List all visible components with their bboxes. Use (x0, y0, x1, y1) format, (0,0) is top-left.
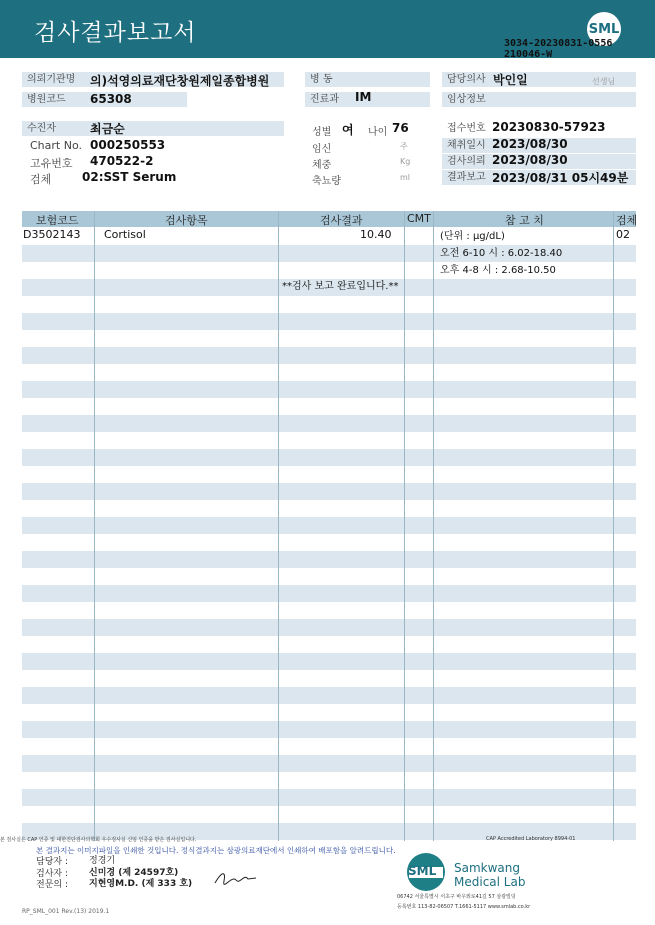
clinical-label: 임상정보 (447, 94, 486, 105)
receipt-label: 접수번호 (447, 123, 486, 134)
column-divider (433, 211, 434, 841)
pregnancy-label: 임신 (312, 144, 332, 155)
table-row-stripe (22, 551, 636, 568)
sex-label: 성별 (312, 127, 332, 138)
request-value: 2023/08/30 (492, 153, 568, 167)
table-row-stripe (22, 653, 636, 670)
lab-name-line1: Samkwang (454, 861, 520, 875)
weight-unit: Kg (400, 157, 411, 166)
signature-icon (212, 869, 258, 887)
ward-row (305, 72, 430, 87)
specimen-label: 검체 (30, 173, 52, 186)
table-row-stripe (22, 483, 636, 500)
tester-label: 검사자 : (36, 869, 68, 879)
table-row-stripe (22, 347, 636, 364)
form-code: RP_SML_001 Rev.(13) 2019.1 (22, 908, 110, 915)
hospital-code-label: 병원코드 (27, 94, 66, 105)
row-code: D3502143 (23, 228, 81, 241)
specialist-value: 지현영M.D. (제 333 호) (89, 879, 193, 889)
header-ref: 참 고 치 (505, 214, 544, 227)
table-row-stripe (22, 517, 636, 534)
specimen-value: 02:SST Serum (82, 170, 177, 184)
dept-label: 진료과 (310, 94, 339, 105)
dept-value: IM (355, 90, 372, 104)
column-divider (94, 211, 95, 841)
request-org-value: 의)석영의료재단창원제일종합병원 (90, 74, 270, 88)
lab-address: 06742 서울특별시 서초구 바우뫼로41길 57 삼광빌딩 (397, 894, 516, 900)
hospital-code-value: 65308 (90, 92, 132, 106)
age-value: 76 (392, 121, 409, 135)
table-row-stripe (22, 619, 636, 636)
report-number-line2: 210046-W (504, 49, 553, 60)
doctor-suffix: 선생님 (592, 77, 616, 86)
urine-label: 축뇨량 (312, 176, 341, 187)
row-ref-pm: 오후 4-8 시 : 2.68-10.50 (440, 265, 556, 276)
table-row-stripe (22, 415, 636, 432)
pregnancy-unit: 주 (400, 142, 408, 151)
table-row-stripe (22, 585, 636, 602)
row-ref-am: 오전 6-10 시 : 6.02-18.40 (440, 248, 563, 259)
row-specimen: 02 (616, 228, 630, 241)
column-divider (404, 211, 405, 841)
row-result: 10.40 (360, 228, 392, 241)
clinical-row (442, 92, 636, 107)
patient-row (22, 121, 284, 136)
table-row-stripe (22, 449, 636, 466)
table-row-stripe (22, 381, 636, 398)
weight-label: 체중 (312, 160, 332, 171)
sml-logo-text: SML (588, 22, 620, 37)
lab-contact: 등록번호 113-82-06507 T.1661-5117 www.smlab.co.kr (397, 904, 531, 910)
chart-label: Chart No. (30, 139, 82, 152)
ward-label: 병 동 (310, 74, 333, 85)
column-divider (613, 211, 614, 841)
table-row-stripe (22, 313, 636, 330)
complete-note: **검사 보고 완료입니다.** (282, 281, 399, 292)
receipt-value: 20230830-57923 (492, 120, 606, 134)
report-label: 결과보고 (447, 172, 486, 183)
table-row-stripe (22, 755, 636, 772)
print-notice: 본 결과지는 이미지파일을 인쇄한 것입니다. 정식결과지는 삼광의료재단에서 인쇄하여 배포함을 알려드립니다. (36, 846, 396, 855)
header-cmt: CMT (407, 212, 431, 225)
lab-logo-text: SML (408, 864, 437, 878)
staff-label: 담당자 : (36, 857, 68, 867)
table-row-stripe (22, 721, 636, 738)
header-code: 보험코드 (36, 214, 79, 227)
table-row-stripe (22, 687, 636, 704)
request-org-label: 의뢰기관명 (27, 74, 76, 85)
patient-value: 최금순 (90, 122, 125, 136)
collect-value: 2023/08/30 (492, 137, 568, 151)
row-item: Cortisol (104, 228, 146, 241)
staff-value: 정경기 (89, 856, 116, 866)
fine-print: 본 검사실은 CAP 인증 및 대한진단검사의학회 우수검사실 신임 인증을 받은 검사실입니다. (0, 837, 197, 843)
doctor-value: 박인일 (493, 73, 528, 87)
header-result: 검사결과 (320, 214, 363, 227)
table-row-stripe (22, 789, 636, 806)
urine-unit: ml (400, 173, 411, 182)
collect-label: 채취일시 (447, 140, 486, 151)
header-item: 검사항목 (165, 214, 208, 227)
report-number (504, 38, 612, 60)
column-divider (278, 211, 279, 841)
report-value: 2023/08/31 05시49분 (492, 171, 629, 185)
lab-name-line2: Medical Lab (454, 875, 526, 889)
header-specimen: 검체 (616, 214, 638, 227)
report-title: 검사결과보고서 (34, 20, 197, 46)
id-value: 470522-2 (90, 154, 154, 168)
row-ref-unit: (단위 : μg/dL) (440, 231, 505, 242)
id-label: 고유번호 (30, 157, 73, 170)
patient-label: 수진자 (27, 123, 56, 134)
tester-value: 신미경 (제 24597호) (89, 868, 179, 878)
specialist-label: 전문의 : (36, 880, 68, 890)
chart-value: 000250553 (90, 138, 166, 152)
sex-value: 여 (342, 123, 354, 137)
cap-note: CAP Accredited Laboratory 8994-01 (486, 836, 576, 842)
doctor-label: 담당의사 (447, 74, 486, 85)
age-label: 나이 (368, 127, 388, 138)
report-number-line1: 3034-20230831-0556 (504, 38, 613, 49)
request-label: 검사의뢰 (447, 156, 486, 167)
